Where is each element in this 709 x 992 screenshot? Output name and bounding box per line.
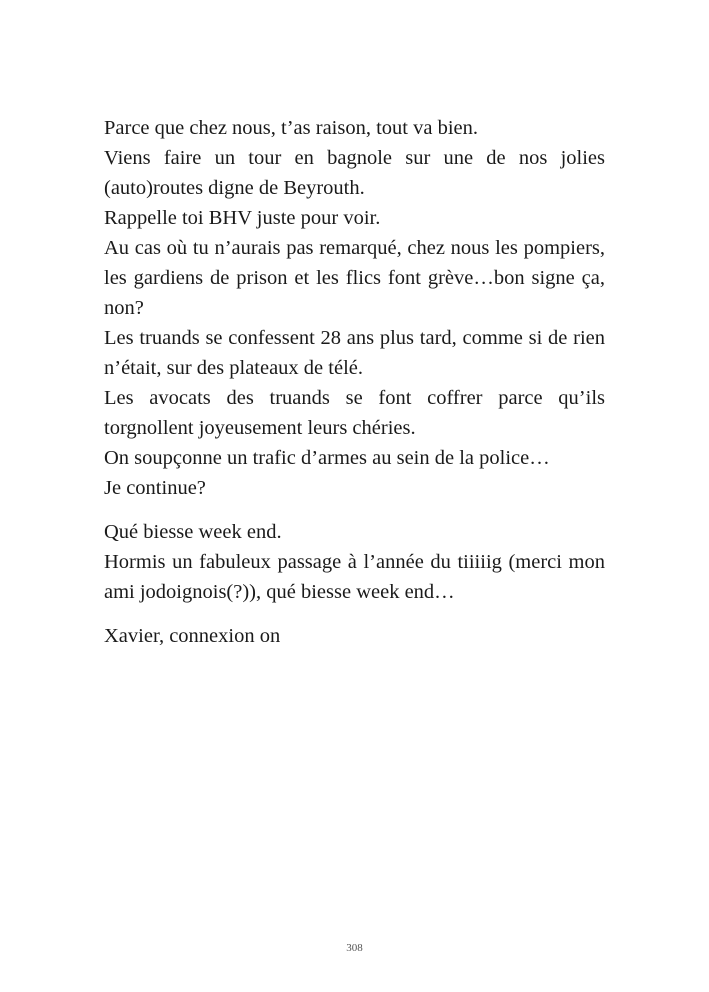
- paragraph: On soupçonne un trafic d’armes au sein de la police…: [104, 447, 550, 469]
- paragraph: Qué biesse week end.: [104, 521, 282, 543]
- paragraph: Je continue?: [104, 477, 206, 499]
- signature-line: Xavier, connexion on: [104, 625, 281, 647]
- paragraph: Rappelle toi BHV juste pour voir.: [104, 207, 381, 229]
- paragraph: Les avocats des truands se font coffrer parce qu’ils torgnollent joyeusement leurs chéries.: [104, 387, 605, 439]
- paragraph: Les truands se confessent 28 ans plus tard, comme si de rien n’était, sur des plateaux de télé.: [104, 327, 605, 379]
- paragraph: Hormis un fabuleux passage à l’année du tiiiiig (merci mon ami jodoignois(?)), qué biesse week end…: [104, 551, 605, 603]
- paragraph-gap: [104, 503, 605, 517]
- paragraph-gap: [104, 607, 605, 621]
- paragraph: Parce que chez nous, t’as raison, tout va bien.: [104, 117, 479, 139]
- paragraph: Viens faire un tour en bagnole sur une de nos jolies (auto)routes digne de Beyrouth.: [104, 147, 605, 199]
- body-text: [104, 113, 605, 651]
- page-number: 308: [346, 942, 363, 954]
- paragraph: Au cas où tu n’aurais pas remarqué, chez nous les pompiers, les gardiens de prison et les flics font grève…bon signe ça, non?: [104, 237, 605, 319]
